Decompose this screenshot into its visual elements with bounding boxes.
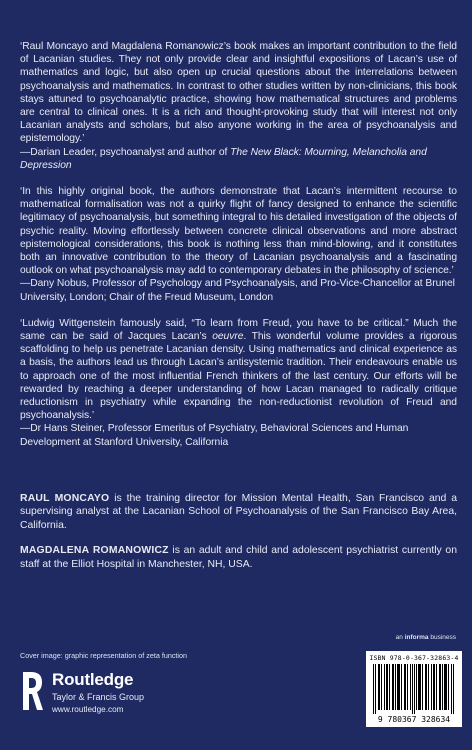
endorsement-quote	[20, 40, 457, 172]
quote-text: ‘In this highly original book, the authors demonstrate that Lacan’s intermittent recourse to mathematical formalisation was not a quirky flight of fancy designed to enhance the scientific legitimacy of psychoanalysis, but something integral to his detailed investigation of the objects of psychic reality. Moving effortlessly between concrete clinical observations and more abstract epistemological considerations, this book is nothing less than mind-blowing, and it constitutes both an innovative contribution to the theory of Lacanian psychoanalysis and a fascinating outlook on what psychoanalysis may add to contemporary debates in the philosophy of science.’	[20, 186, 457, 277]
publisher-name: Routledge	[52, 670, 134, 689]
attribution-text: —Darian Leader, psychoanalyst and author of	[20, 146, 231, 158]
barcode-number: 9 780367 328634	[377, 715, 451, 724]
endorsements	[20, 40, 457, 462]
quote-attribution: —Dany Nobus, Professor of Psychology and Psychoanalysis, and Pro-Vice-Chancellor at Brunel University, London; Chair of the Freud Museum, London	[20, 278, 455, 303]
routledge-r-logo-icon	[20, 670, 44, 712]
author-bios	[20, 492, 457, 583]
quote-text-start: ‘Ludwig Wittgenstein famously said, “To learn from Freud, you have to be critical.” Much the same can be said of Jacques Lacan’s	[20, 317, 457, 343]
quote-text-end: . This wonderful volume provides a rigorous scaffolding to help us penetrate Lacanian density. Using mathematics and clinical experience as a basis, the authors lead us through Lacan’s antisystemic tradition. Their endeavours enable us to approach one of the most influential French thinkers of the last century. Our efforts will be rewarded by reaching a deeper understanding of how Lacan managed to radically critique reductionism in psychiatry while expanding the non-reductionist revolution of Freud and psychoanalysis.’	[20, 331, 457, 422]
informa-prefix: an	[395, 634, 405, 641]
quote-text-italic: oeuvre	[212, 331, 244, 343]
author-name: MAGDALENA ROMANOWICZ	[20, 545, 169, 557]
quote-text: ‘Raul Moncayo and Magdalena Romanowicz’s book makes an important contribution to the field of Lacanian studies. They not only provide clear and insightful expositions of Lacan’s use of mathematics and logic, but also open up crucial questions about the interrelations between psychoanalysis and mathematics. In contrast to other studies written by non-clinicians, this book stays attuned to psychoanalytic practice, showing how mathematical structures and problems are central to clinical ones. It is a rich and thought-provoking study that will interest not only Lacanian analysts and scholars, but also anyone working in the area of psychoanalysis and epistemology.’	[20, 41, 457, 145]
informa-business-tag	[396, 634, 456, 641]
author-description: is an adult and child and adolescent psychiatrist currently on staff at the Elliot Hospital in Manchester, NH, USA.	[20, 545, 457, 570]
author-bio	[20, 544, 457, 571]
author-description: is the training director for Mission Mental Health, San Francisco and a supervising analyst at the Lacanian School of Psychoanalysis of the San Francisco Bay Area, California.	[20, 493, 457, 531]
endorsement-quote	[20, 317, 457, 449]
publisher-block	[20, 670, 220, 730]
publisher-url: www.routledge.com	[52, 705, 124, 714]
quote-attribution	[20, 146, 457, 172]
attribution-book-title: The New Black: Mourning, Melancholia and Depression	[20, 146, 427, 171]
cover-image-credit: Cover image: graphic representation of zeta function	[20, 651, 188, 660]
isbn-barcode-box	[366, 651, 462, 727]
barcode-icon	[373, 664, 455, 714]
author-name: RAUL MONCAYO	[20, 493, 110, 504]
publisher-group: Taylor & Francis Group	[52, 692, 145, 702]
isbn-label: ISBN 978-0-367-32863-4	[369, 654, 459, 662]
author-bio	[20, 492, 457, 532]
informa-suffix: business	[428, 634, 456, 641]
quote-attribution: —Dr Hans Steiner, Professor Emeritus of Psychiatry, Behavioral Sciences and Human Development at Stanford University, California	[20, 423, 409, 448]
endorsement-quote	[20, 185, 457, 304]
informa-brand: informa	[404, 634, 429, 641]
